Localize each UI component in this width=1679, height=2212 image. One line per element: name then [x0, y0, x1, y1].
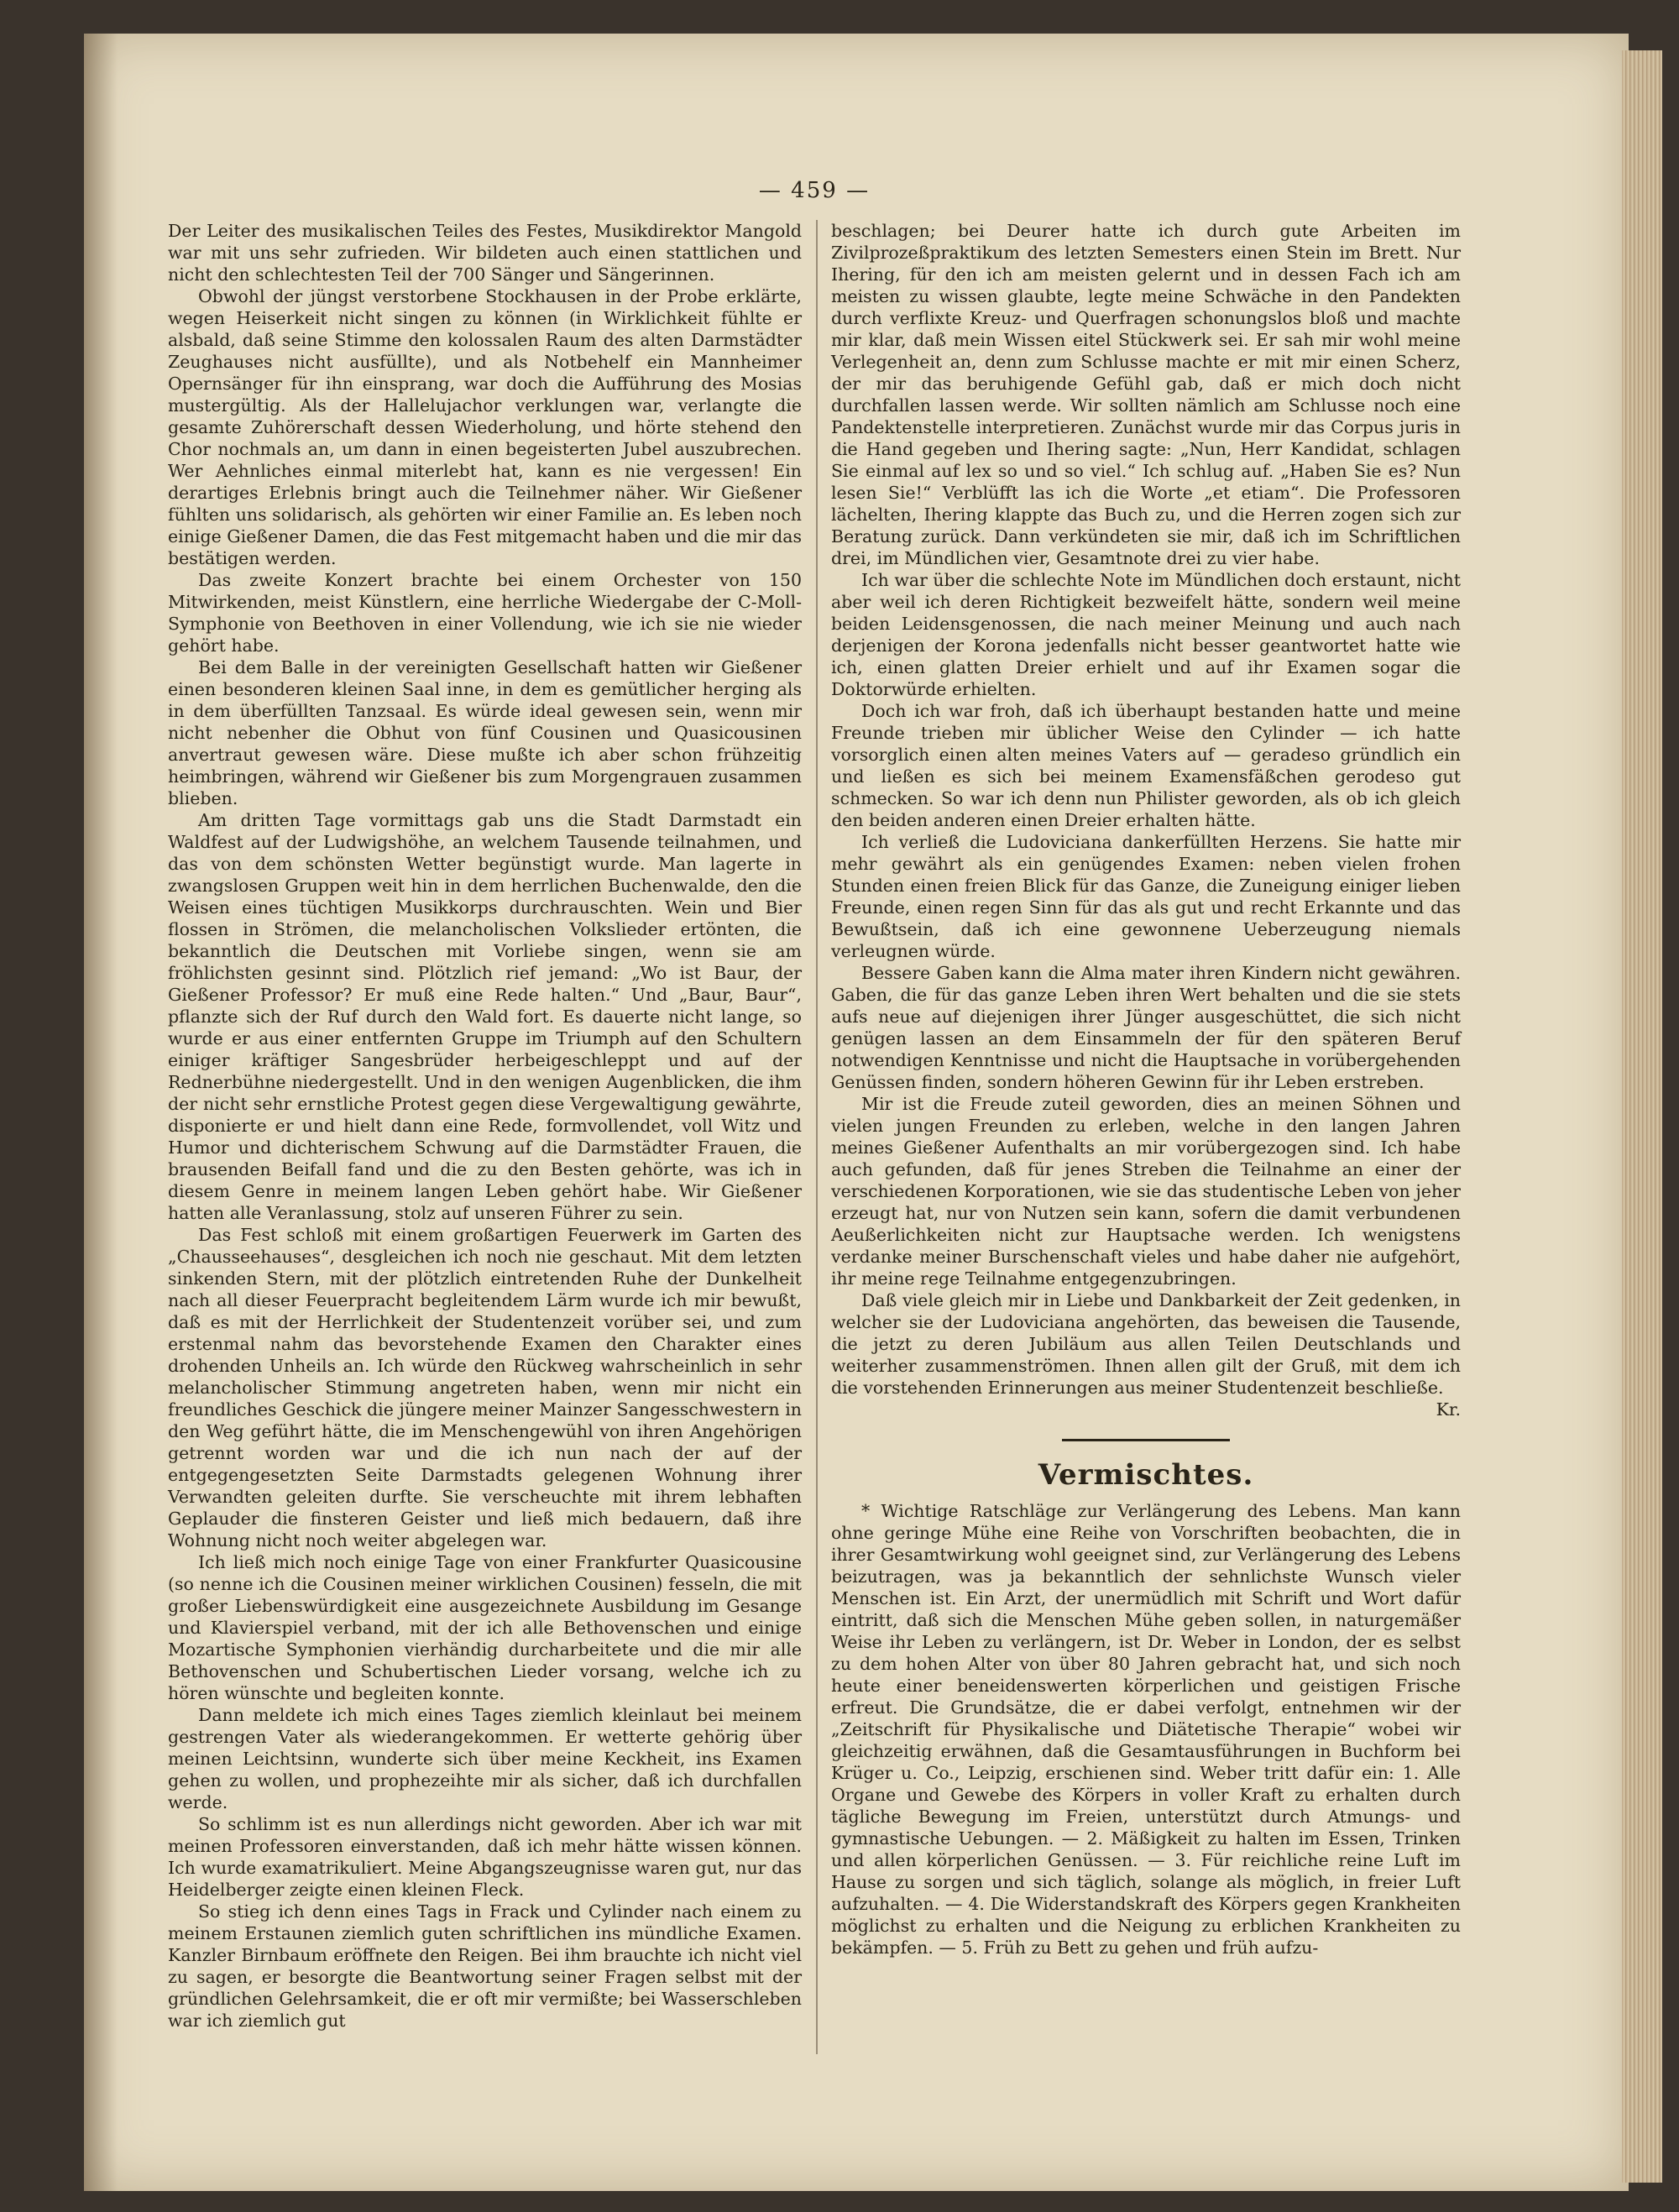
paragraph: Bessere Gaben kann die Alma mater ihren Kindern nicht gewähren. Gaben, die für das ganze Leben ihren Wert behalten und die sie stets aufs neue auf diejenigen ihrer Jünger ausgeschüttet, die sich nicht genügen lassen an dem Einsammeln der für den späteren Beruf notwendigen Kenntnisse und nicht die Hauptsache in vorübergehenden Genüssen finden, sondern höheren Gewinn für ihr Leben erstreben. [831, 963, 1461, 1092]
vermischtes-section [831, 1500, 1461, 1958]
paragraph: Ich war über die schlechte Note im Mündlichen doch erstaunt, nicht aber weil ich deren Richtigkeit bezweifelt hätte, sondern weil meine beiden Leidensgenossen, die nach meiner Meinung und auch nach derjenigen der Korona jedenfalls nicht besser geantwortet hatte wie ich, einen glatten Dreier erhielt und auf ihr Examen sogar die Doktorwürde erhielten. [831, 570, 1461, 699]
section-rule [1062, 1439, 1230, 1441]
page-gutter-shadow [84, 34, 118, 2191]
paragraph: * Wichtige Ratschläge zur Verlängerung des Lebens. Man kann ohne geringe Mühe eine Reihe von Vorschriften beobachten, die in ihrer Gesamtwirkung wohl geeignet sind, zur Verlängerung des Lebens beizutragen, was ja bekanntlich der sehnlichste Wunsch vieler Menschen ist. Ein Arzt, der unermüdlich mit Schrift und Wort dafür eintritt, daß sich die Menschen Mühe geben sollen, in naturgemäßer Weise ihr Leben zu verlängern, ist Dr. Weber in London, der es selbst zu dem hohen Alter von über 80 Jahren gebracht hat, und sich noch heute einer beneidenswerten körperlichen und geistigen Frische erfreut. Die Grundsätze, die er dabei verfolgt, entnehmen wir der „Zeitschrift für Physikalische und Diätetische Therapie“ wobei wir gleichzeitig erwähnen, daß die Gesamtausführungen in Buchform bei Krüger u. Co., Leipzig, erschienen sind. Weber tritt dafür ein: 1. Alle Organe und Gewebe des Körpers in voller Kraft zu erhalten durch tägliche Bewegung im Freien, unterstützt durch Atmungs- und gymnastische Uebungen. — 2. Mäßigkeit zu halten im Essen, Trinken und allen körperlichen Genüssen. — 3. Für reichliche reine Luft im Hause zu sorgen und sich täglich, solange als möglich, in freier Luft aufzuhalten. — 4. Die Widerstandskraft des Körpers gegen Krankheiten möglichst zu erhalten und die Neigung zu erblichen Krankheiten zu bekämpfen. — 5. Früh zu Bett zu gehen und früh aufzu- [831, 1501, 1461, 1958]
paragraph: Mir ist die Freude zuteil geworden, dies an meinen Söhnen und vielen jungen Freunden zu erleben, welche in den langen Jahren meines Gießener Aufenthalts an mir vorübergezogen sind. Ich habe auch gefunden, daß für jenes Streben die Teilnahme an einer der verschiedenen Korporationen, wie sie das studentische Leben von jeher erzeugt hat, nur von Nutzen sein kann, sofern die damit verbundenen Aeußerlichkeiten nicht zur Hauptsache werden. Ich wenigstens verdanke meiner Burschenschaft vieles und habe daher nie aufgehört, ihr meine rege Teilnahme entgegenzubringen. [831, 1094, 1461, 1289]
paragraph: Dann meldete ich mich eines Tages ziemlich kleinlaut bei meinem gestrengen Vater als wiederangekommen. Er wetterte gehörig über meinen Leichtsinn, wunderte sich über meine Keckheit, ins Examen gehen zu wollen, und prophezeihte mir als sicher, daß ich durchfallen werde. [168, 1705, 802, 1812]
paragraph: Ich verließ die Ludoviciana dankerfüllten Herzens. Sie hatte mir mehr gewährt als ein genügendes Examen: neben vielen frohen Stunden einen freien Blick für das Ganze, die Zuneigung einiger lieben Freunde, einen regen Sinn für das als gut und recht Erkannte und das Bewußtsein, daß ich eine gewonnene Ueberzeugung niemals verleugnen würde. [831, 832, 1461, 961]
section-heading: Vermischtes. [1038, 1458, 1254, 1492]
paragraph: Das Fest schloß mit einem großartigen Feuerwerk im Garten des „Chausseehauses“, desgleichen ich noch nie geschaut. Mit dem letzten sinkenden Stern, mit der plötzlich eintretenden Ruhe der Dunkelheit nach all dieser Feuerpracht begleitendem Lärm wurde ich mir bewußt, daß es mit der Herrlichkeit der Studentenzeit vorüber sei, und zum erstenmal nahm das bevorstehende Examen den Charakter eines drohenden Unheils an. Ich würde den Rückweg wahrscheinlich in sehr melancholischer Stimmung angetreten haben, wenn mir nicht ein freundliches Geschick die jüngere meiner Mainzer Sangesschwestern in den Weg geführt hätte, die im Menschengewühl von ihren Angehörigen getrennt worden war und die ich nun nach der auf der entgegengesetzten Seite Darmstadts gelegenen Wohnung ihrer Verwandten geleiten durfte. Sie verscheuchte mit ihrem lebhaften Geplauder die finsteren Geister und ließ mich bedauern, daß ihre Wohnung nicht noch weiter abgelegen war. [168, 1225, 802, 1550]
paragraph: beschlagen; bei Deurer hatte ich durch gute Arbeiten im Zivilprozeßpraktikum des letzten Semesters einen Stein im Brett. Nur Ihering, für den ich am meisten gelernt und in dessen Fach ich am meisten zu wissen glaubte, legte meine Schwäche in den Pandekten durch verflixte Kreuz- und Querfragen schonungslos bloß und machte mir klar, daß mein Wissen eitel Stückwerk sei. Er sah mir wohl meine Verlegenheit an, denn zum Schlusse machte er mit mir einen Scherz, der mir das beruhigende Gefühl gab, daß er mich doch nicht durchfallen lassen werde. Wir sollten nämlich am Schlusse noch eine Pandektenstelle interpretieren. Zunächst wurde mir das Corpus juris in die Hand gegeben und Ihering sagte: „Nun, Herr Kandidat, schlagen Sie einmal auf lex so und so viel.“ Ich schlug auf. „Haben Sie es? Nun lesen Sie!“ Verblüfft las ich die Worte „et etiam“. Die Professoren lächelten, Ihering klappte das Buch zu, und die Herren zogen sich zur Beratung zurück. Dann verkündeten sie mir, daß ich im Schriftlichen drei, im Mündlichen vier, Gesamtnote drei zu vier habe. [831, 221, 1461, 568]
right-column [831, 220, 1461, 1958]
page-number: — 459 — [758, 178, 871, 203]
paragraph: Das zweite Konzert brachte bei einem Orchester von 150 Mitwirkenden, meist Künstlern, eine herrliche Wiedergabe der C-Moll-Symphonie von Beethoven in einer Vollendung, wie ich sie nie wieder gehört habe. [168, 570, 802, 656]
paragraph: Bei dem Balle in der vereinigten Gesellschaft hatten wir Gießener einen besonderen kleinen Saal inne, in dem es gemütlicher herging als in dem überfüllten Tanzsaal. Es würde ideal gewesen sein, wenn mir nicht nebenher die Obhut von fünf Cousinen und Quasicousinen anvertraut gewesen wäre. Diese mußte ich aber schon frühzeitig heimbringen, während wir Gießener bis zum Morgengrauen zusammen blieben. [168, 657, 802, 808]
paragraph: So stieg ich denn eines Tags in Frack und Cylinder nach einem zu meinem Erstaunen ziemlich guten schriftlichen ins mündliche Examen. Kanzler Birnbaum eröffnete den Reigen. Bei ihm brauchte ich nicht viel zu sagen, er besorgte die Beantwortung seiner Fragen selbst mit der gründlichen Gelehrsamkeit, die er oft mir vermißte; bei Wasserschleben war ich ziemlich gut [168, 1901, 802, 2031]
paragraph: Ich ließ mich noch einige Tage von einer Frankfurter Quasicousine (so nenne ich die Cousinen meiner wirklichen Cousinen) fesseln, die mit großer Liebenswürdigkeit eine ausgezeichnete Ausbildung im Gesange und Klavierspiel verband, mit der ich alle Bethovenschen und einige Mozartische Symphonien vierhändig durcharbeitete und die mir alle Bethovenschen und Schubertischen Lieder vorsang, welche ich zu hören wünschte und begleiten konnte. [168, 1552, 802, 1703]
paragraph: Doch ich war froh, daß ich überhaupt bestanden hatte und meine Freunde trieben mir üblicher Weise den Cylinder — ich hatte vorsorglich einen alten meines Vaters auf — geradeso gründlich ein und ließen es sich bei meinem Examensfäßchen gerodeso gut schmecken. So war ich denn nun Philister geworden, als ob ich gleich den beiden anderen einen Dreier erhalten hätte. [831, 701, 1461, 830]
paragraph: Daß viele gleich mir in Liebe und Dankbarkeit der Zeit gedenken, in welcher sie der Ludoviciana angehörten, das beweisen die Tausende, die jetzt zu deren Jubiläum aus allen Teilen Deutschlands und weiterher zusammenströmen. Ihnen allen gilt der Gruß, mit dem ich die vorstehenden Erinnerungen aus meiner Studentenzeit beschließe. [831, 1290, 1461, 1398]
paragraph: Der Leiter des musikalischen Teiles des Festes, Musikdirektor Mangold war mit uns sehr zufrieden. Wir bildeten auch einen stattlichen und nicht den schlechtesten Teil der 700 Sänger und Sängerinnen. [168, 221, 802, 285]
column-divider [816, 220, 818, 2054]
left-column [168, 220, 802, 2032]
paragraph: Obwohl der jüngst verstorbene Stockhausen in der Probe erklärte, wegen Heiserkeit nicht singen zu können (in Wirklichkeit fühlte er alsbald, daß seine Stimme den kolossalen Raum des alten Darmstädter Zeughauses nicht ausfüllte), und als Notbehelf ein Mannheimer Opernsänger für ihn einsprang, war doch die Aufführung des Mosias mustergültig. Als der Hallelujachor verklungen war, verlangte die gesamte Zuhörerschaft dessen Wiederholung, und hörte stehend den Chor nochmals an, um dann in einen begeisterten Jubel auszubrechen. Wer Aehnliches einmal miterlebt hat, kann es nie vergessen! Ein derartiges Erlebnis bringt auch die Teilnehmer näher. Wir Gießener fühlten uns solidarisch, als gehörten wir einer Familie an. Es leben noch einige Gießener Damen, die das Fest mitgemacht haben und die mir das bestätigen werden. [168, 286, 802, 568]
author-signature: Kr. [1436, 1399, 1461, 1420]
paragraph: Am dritten Tage vormittags gab uns die Stadt Darmstadt ein Waldfest auf der Ludwigshöhe, an welchem Tausende teilnahmen, und das von dem schönsten Wetter begünstigt wurde. Man lagerte in zwangslosen Gruppen weit hin in dem herrlichen Buchenwalde, den die Weisen eines tüchtigen Musikkorps durchrauschten. Wein und Bier flossen in Strömen, die melancholischen Volkslieder ertönten, die bekanntlich die Deutschen mit Vorliebe singen, wenn sie am fröhlichsten gesinnt sind. Plötzlich rief jemand: „Wo ist Baur, der Gießener Professor? Er muß eine Rede halten.“ Und „Baur, Baur“, pflanzte sich der Ruf durch den Wald fort. Es dauerte nicht lange, so wurde er aus einer entfernten Gruppe im Triumph auf den Schultern einiger kräftiger Sangesbrüder herbeigeschleppt und auf der Rednerbühne niedergestellt. Und in den wenigen Augenblicken, die ihm der nicht sehr ernstliche Protest gegen diese Vergewaltigung gewährte, disponierte er und hielt dann eine Rede, formvollendet, voll Witz und Humor und dichterischem Schwung auf die Darmstädter Frauen, die brausenden Beifall fand und die zu den Besten gehörte, was ich in diesem Genre in meinem langen Leben gehört habe. Wir Gießener hatten alle Veranlassung, stolz auf unseren Führer zu sein. [168, 810, 802, 1223]
paragraph: So schlimm ist es nun allerdings nicht geworden. Aber ich war mit meinen Professoren einverstanden, daß ich mehr hätte wissen können. Ich wurde examatrikuliert. Meine Abgangszeugnisse waren gut, nur das Heidelberger zeigte einen kleinen Fleck. [168, 1814, 802, 1900]
page-stack-edge [1622, 50, 1662, 2183]
